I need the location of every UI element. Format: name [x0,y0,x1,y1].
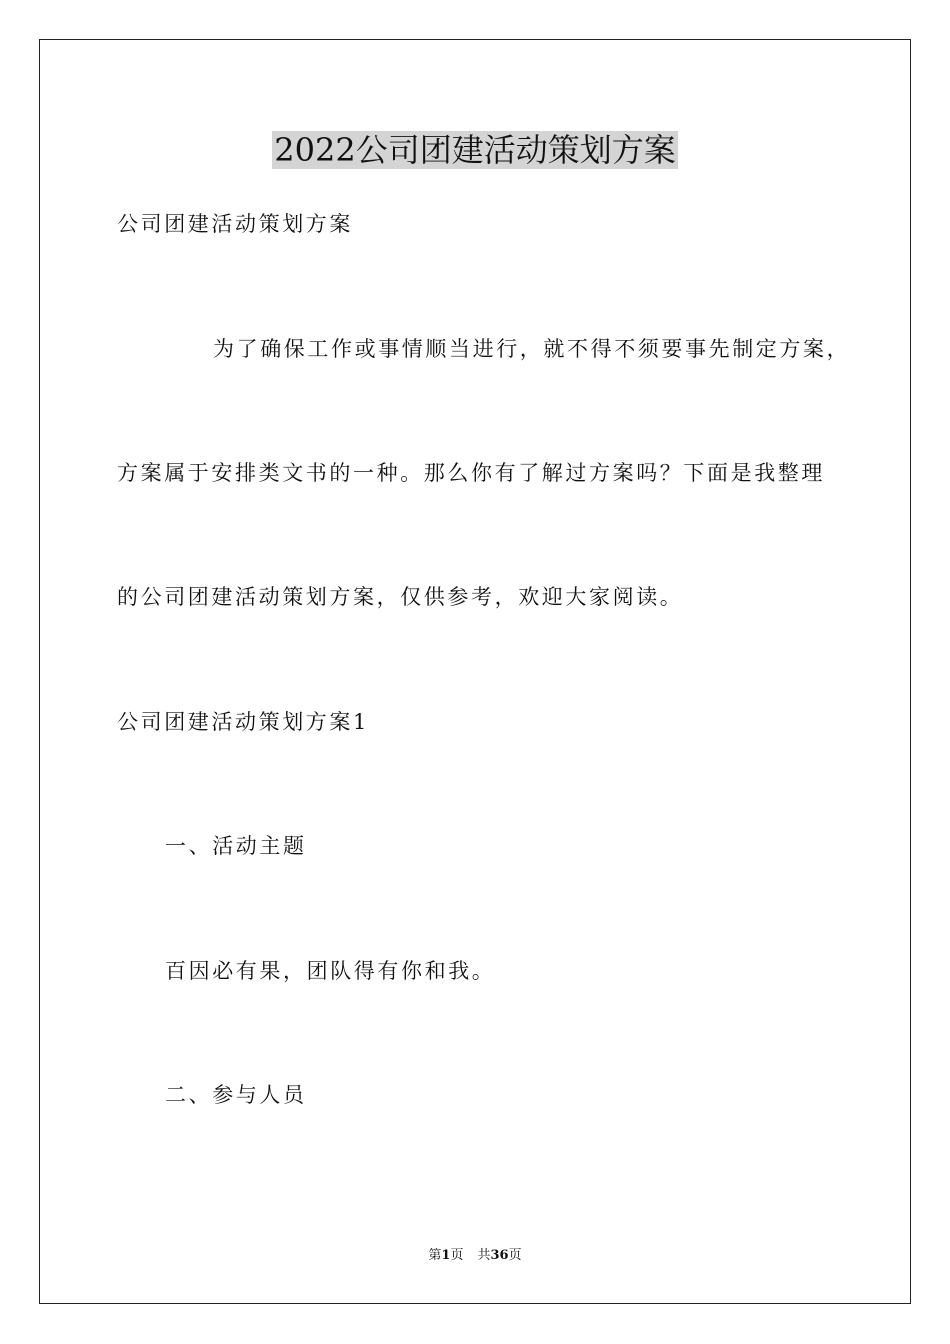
item-body-theme: 百因必有果，团队得有你和我。 [165,959,496,983]
page-footer [0,1246,950,1266]
footer-total-prefix: 共 [477,1248,491,1263]
document-title-text: 2022公司团建活动策划方案 [274,131,676,169]
footer-total-pages: 36 [490,1248,509,1263]
footer-page-suffix: 页 [450,1248,464,1263]
subtitle-line: 公司团建活动策划方案 [117,212,353,236]
footer-total-suffix: 页 [508,1248,522,1263]
section-heading: 公司团建活动策划方案1 [117,710,369,734]
footer-page-prefix: 第 [428,1248,442,1263]
footer-page-number: 1 [441,1248,451,1263]
document-title [0,128,950,172]
intro-line-1: 为了确保工作或事情顺当进行，就不得不须要事先制定方案， [213,337,851,361]
intro-line-2: 方案属于安排类文书的一种。那么你有了解过方案吗？下面是我整理 [117,461,825,485]
item-heading-participants: 二、参与人员 [165,1083,307,1107]
intro-line-3: 的公司团建活动策划方案，仅供参考，欢迎大家阅读。 [117,585,684,609]
item-heading-theme: 一、活动主题 [165,834,307,858]
